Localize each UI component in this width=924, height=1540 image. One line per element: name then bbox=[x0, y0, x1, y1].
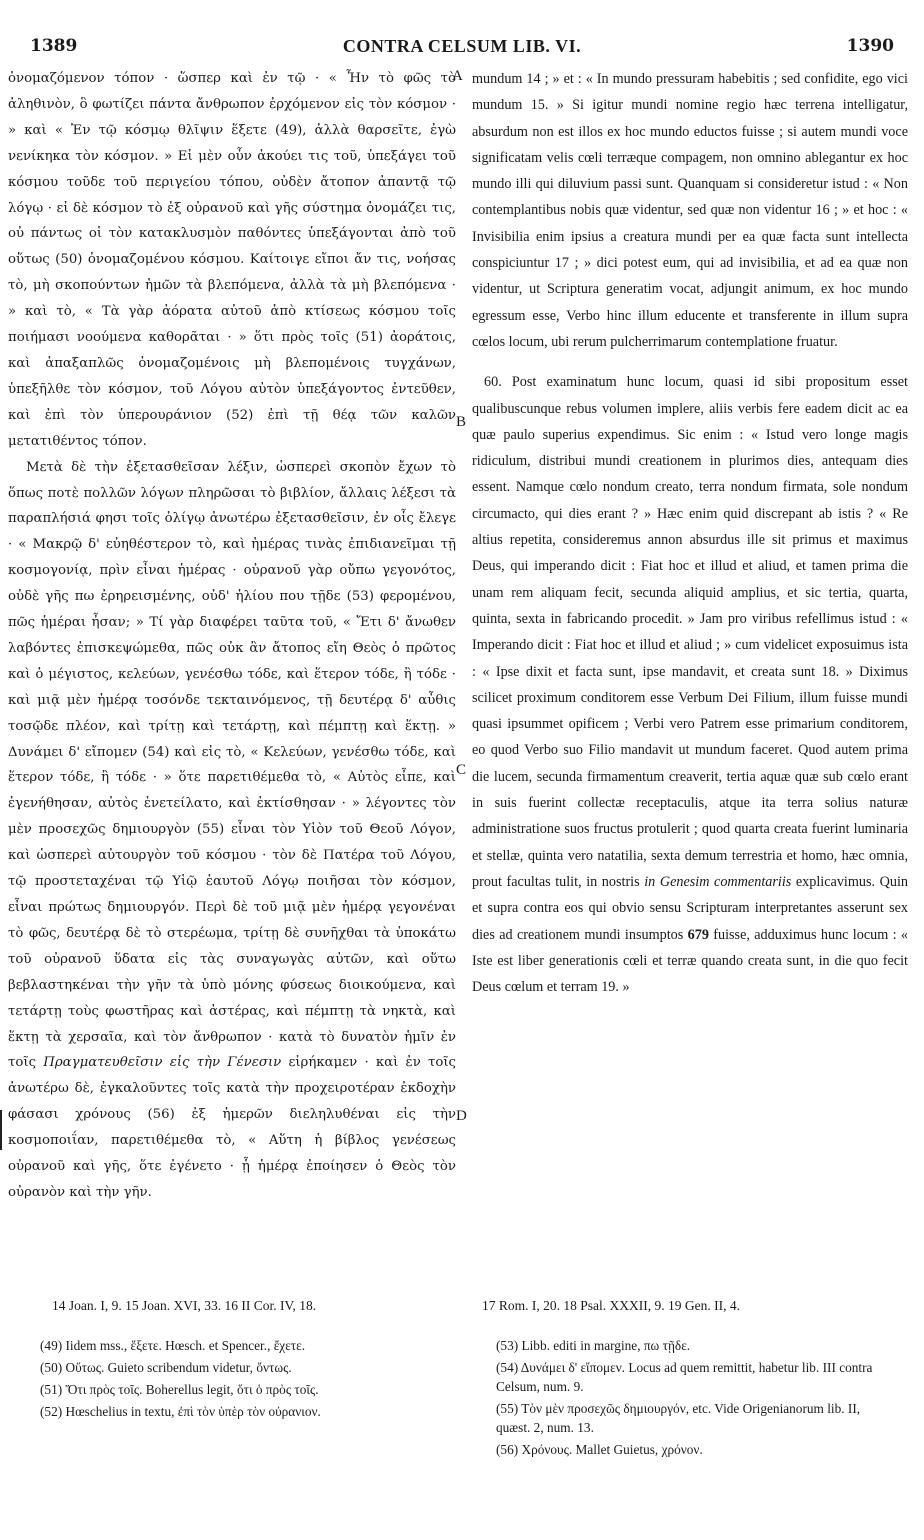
page-number-right: 1390 bbox=[846, 36, 894, 56]
greek-paragraph-1: ὀνομαζόμενον τόπον · ὥσπερ καὶ ἐν τῷ · « Ἦν τὸ φῶς τὸ ἀληθινὸν, ὃ φωτίζει πάντα ἄνθρωπον ἐρχόμενον εἰς τὸν κόσμον · » καὶ « Ἐν τῷ κόσμῳ θλῖψιν ἕξετε (49), ἀλλὰ θαρσεῖτε, ἐγὼ νενίκηκα τὸν κόσμον. » Εἰ μὲν οὖν ἀκούει τις τοῦ, ὑπεξάγει τοῦ κόσμου τοῦδε τοῦ περιγείου τόπου, οὐδὲν ἄτοπον ἀπαντᾷ τῷ λόγῳ · εἰ δὲ κόσμον τὸ ἐξ οὐρανοῦ καὶ γῆς σύστημα ὀνομάζει τις, οὐ πάντως οἱ τὸν κατακλυσμὸν παθόντες ὑπεξάγονται ἀπὸ τοῦ οὕτως (50) ὀνομαζομένου κόσμου. Καίτοιγε εἴποι ἄν τις, νοήσας τὸ, μὴ σκοπούντων ἡμῶν τὰ βλεπόμενα, ἀλλὰ τὰ μὴ βλεπόμενα · » καὶ τὸ, « Τὰ γὰρ ἀόρατα αὐτοῦ ἀπὸ κτίσεως κόσμου τοῖς ποιήμασι νοούμενα καθορᾶται · » ὅτι πρὸς τοῖς (51) ἀοράτοις, καὶ ἁπαξαπλῶς ὀνομαζομένοις μὴ βλεπομένοις τυγχάνων, ὑπεξῆλθε τὸν κόσμον, τοῦ Λόγου αὐτὸν ὑπεξάγοντος ἐντεῦθεν, καὶ ἐπὶ τὸν ὑπερουράνιον (52) ἐπὶ τῇ θέᾳ τῶν καλῶν μετατιθέντος τόπον. bbox=[8, 71, 456, 449]
greek-paragraph-2-text: Μετὰ δὲ τὴν ἐξετασθεῖσαν λέξιν, ὡσπερεὶ σκοπὸν ἔχων τὸ ὅπως ποτὲ πολλῶν λόγων πληρῶσαι τὸ βιβλίον, ἄλλαις λέξεσι τὰ παραπλήσιά φησι τοῖς ὀλίγῳ ἀνωτέρω ἐξετασθεῖσιν, ἐν οἷς ἔλεγε · « Μακρῷ δ' εὐηθέστερον τὸ, καὶ ἡμέρας τινὰς ἐπιδιανεῖμαι τῇ κοσμογονίᾳ, πρὶν εἶναι ἡμέρας · οὐρανοῦ γὰρ οὔπω γεγονότος, οὐδὲ γῆς πω ἐρηρεισμένης, οὐδ' ἡλίου που τῇδε (53) φερομένου, πῶς ἡμέραι ἦσαν; » Τί γὰρ διαφέρει ταῦτα τοῦ, « Ἔτι δ' ἄνωθεν λαβόντες ἐπισκεψώμεθα, πῶς οὐκ ἂν ἄτοπος εἴη Θεὸς ὁ πρῶτος καὶ ὁ μέγιστος, κελεύων, γενέσθω τόδε, καὶ ἕτερον τόδε, ἢ τόδε · καὶ μιᾷ μὲν ἡμέρᾳ τοσόνδε τεκταινόμενος, τῇ δευτέρᾳ δ' αὖθις τοσῷδε πλέον, καὶ τρίτῃ καὶ τετάρτῃ, καὶ πέμπτῃ καὶ ἕκτῃ. » Δυνάμει δ' εἴπομεν (54) καὶ εἰς τὸ, « Κελεύων, γενέσθω τόδε, καὶ ἕτερον τόδε, ἢ τόδε · » ὅτε παρετιθέμεθα τὸ, « Αὐτὸς εἶπε, καὶ ἐγενήθησαν, αὐτὸς ἐνετείλατο, καὶ ἐκτίσθησαν · » λέγοντες τὸν μὲν προσεχῶς δημιουργὸν (55) εἶναι τὸν Υἱὸν τοῦ Θεοῦ Λόγον, καὶ ὡσπερεὶ αὐτουργὸν τοῦ κόσμου · τὸν δὲ Πατέρα τοῦ Λόγου, τῷ προστεταχέναι τῷ Υἱῷ ἑαυτοῦ Λόγῳ ποιῆσαι τὸν κόσμον, εἶναι πρώτως δημιουργόν. Περὶ δὲ τοῦ μιᾷ μὲν ἡμέρᾳ γεγονέναι τὸ φῶς, δευτέρᾳ δὲ τὸ στερέωμα, τρίτῃ δὲ συνῆχθαι τὰ ὑποκάτω τοῦ οὐρανοῦ ὕδατα εἰς τὰς συναγωγὰς αὐτῶν, καὶ οὕτω βεβλαστηκέναι τὴν γῆν τὰ ὑπὸ μόνης φύσεως διοικούμενα, καὶ τετάρτῃ τοὺς φωστῆρας καὶ ἀστέρας, καὶ πέμπτῃ τὰ νηκτὰ, καὶ ἕκτῃ τὰ χερσαῖα, καὶ τὸν ἄνθρωπον · κατὰ τὸ δυνατὸν ἡμῖν ἐν τοῖς bbox=[8, 459, 456, 1071]
running-header bbox=[30, 36, 894, 62]
page-number-left: 1389 bbox=[30, 36, 78, 56]
latin-paragraph-60-end: fuisse, adduximus hunc locum : « Iste est liber generationis cœli et terræ quando creata sunt, in die quo fecit Deus cœlum et terram 19. » bbox=[472, 926, 909, 996]
footnote: (56) Χρόνους. Mallet Guietus, χρόνον. bbox=[496, 1442, 703, 1457]
footnotes-left bbox=[40, 1336, 460, 1424]
latin-italic-title: in Genesim commentariis bbox=[644, 873, 792, 890]
running-title: CONTRA CELSUM LIB. VI. bbox=[342, 36, 582, 56]
latin-paragraph-60 bbox=[472, 369, 908, 1000]
column-marker-679: 679 bbox=[687, 926, 709, 943]
footnote: (49) Iidem mss., ἕξετε. Hœsch. et Spencer., ἔχετε. bbox=[40, 1338, 306, 1353]
latin-column bbox=[472, 66, 908, 1000]
footnote: (50) Οὕτως. Guieto scribendum videtur, ὄντως. bbox=[40, 1360, 292, 1375]
footnote: (51) Ὅτι πρὸς τοῖς. Boherellus legit, ὅτι ὁ πρὸς τοῖς. bbox=[40, 1382, 319, 1397]
footnote: (54) Δυνάμει δ' εἴπομεν. Locus ad quem remittit, habetur lib. III contra Celsum, num. 9. bbox=[496, 1360, 873, 1394]
scripture-references-left: 14 Joan. I, 9. 15 Joan. XVI, 33. 16 II Cor. IV, 18. bbox=[52, 1298, 317, 1313]
greek-paragraph-2-end: εἰρήκαμεν · καὶ ἐν τοῖς ἀνωτέρω δὲ, ἐγκαλοῦντες τοῖς κατὰ τὴν προχειροτέραν ἐκδοχὴν φάσασι χρόνους (56) ἐξ ἡμερῶν διεληλυθέναι εἰς τὴν κοσμοποιΐαν, παρετιθέμεθα τὸ, « Αὕτη ἡ βίβλος γενέσεως οὐρανοῦ καὶ γῆς, ὅτε ἐγένετο · ᾗ ἡμέρᾳ ἐποίησεν ὁ Θεὸς τὸν οὐρανὸν καὶ τὴν γῆν. bbox=[8, 1055, 456, 1200]
latin-paragraph-1: mundum 14 ; » et : « In mundo pressuram habebitis ; sed confidite, ego vici mundum 15. » Si igitur mundi nomine regio hæc terrena intelligatur, absurdum non est illos ex hoc mundo eductos fuisse ; si autem mundi voce significatam velis cœli terræque compagem, non omnino ablegantur ex hoc mundo illi qui diluvium passi sunt. Quanquam si consideretur istud : « Non contemplantibus nobis quæ videntur, sed quæ non videntur 16 ; » et hoc : « Invisibilia enim ipsius a creatura mundi per ea quæ facta sunt intellecta conspiciuntur 17 ; » dici potest eum, qui ad invisibilia, et ad ea quæ non videntur, ut Scriptura generatim vocat, adjungit animum, ex hoc mundo egressum esse, Verbo hinc illum educente et transferente in illum supra cœlos locum, ubi rerum pulcherrimarum contemplatione fruatur. bbox=[472, 71, 908, 350]
latin-paragraph-60-mid: explicavimus. Quin et supra contra eos qui obvio sensu Scripturam interpretantes asserunt sex dies ad creationem mundi insumptos bbox=[472, 873, 909, 943]
footnotes-right bbox=[496, 1336, 896, 1462]
scripture-references-right: 17 Rom. I, 20. 18 Psal. XXXII, 9. 19 Gen. II, 4. bbox=[482, 1298, 740, 1313]
greek-column bbox=[8, 66, 456, 1206]
footnote: (52) Hœschelius in textu, ἐπὶ τὸν ὑπὲρ τὸν οὐρανιον. bbox=[40, 1404, 321, 1419]
margin-letter-a: A bbox=[452, 68, 463, 84]
latin-paragraph-60-text: 60. Post examinatum hunc locum, quasi id sibi propositum esset qualibuscunque rebus volumen implere, aliis verbis fere eadem dicit ac ea quæ paulo superius expendimus. Sic enim : « Istud vero longe magis ridiculum, distribui mundi creationem in plurimos dies, antequam dies essent. Namque cœlo nondum creato, terra nondum firmata, sole nondum circumacto, qui dies erant ? » Hæc enim quid discrepant ab istis ? « Re altius repetita, consideremus annon absurdus ille sit primus et maximus Deus, qui imperando dicit : Fiat hoc et illud et aliud, et tamen prima die unam rem aliquam fecit, secunda aliquid amplius, et sic tertia, quarta, quinta, sexta in fabricando procedit. » Jam pro viribus refellimus istud : « Imperando dicit : Fiat hoc et illud et aliud ; » cum videlicet exposuimus ista : « Ipse dixit et facta sunt, ipse mandavit, et creata sunt 18. » Diximus scilicet proximum conditorem esse Verbum Dei Filium, illum fuisse mundi quasi ipsummet opificem ; Verbi vero Patrem esse primarium conditorem, eo quod Verbo suo Filio mandavit ut mundum faceret. Quod autem prima die lucem, secunda firmamentum creaverit, tertia aquæ quæ sub cœlo erant in suis fuerint collectæ receptaculis, atque ita terra solius naturæ administratione suos fructus protulerit ; quod quarta creata fuerint luminaria et stellæ, quinta vero natatilia, sexta demum terrestria et homo, hæc omnia, prout facultas tulit, in nostris bbox=[472, 374, 908, 890]
margin-letter-c: C bbox=[456, 762, 467, 778]
greek-italic-title: Πραγματευθεῖσιν εἰς τὴν Γένεσιν bbox=[43, 1055, 282, 1071]
margin-letter-d: D bbox=[456, 1108, 467, 1124]
greek-paragraph-2 bbox=[8, 455, 456, 1206]
footnote: (53) Libb. editi in margine, πω τῇδε. bbox=[496, 1338, 691, 1353]
margin-letter-b: B bbox=[456, 414, 467, 430]
footnote: (55) Τὸν μὲν προσεχῶς δημιουργόν, etc. Vide Origenianorum lib. II, quæst. 2, num. 13. bbox=[496, 1401, 861, 1435]
margin-rule bbox=[0, 1110, 2, 1150]
